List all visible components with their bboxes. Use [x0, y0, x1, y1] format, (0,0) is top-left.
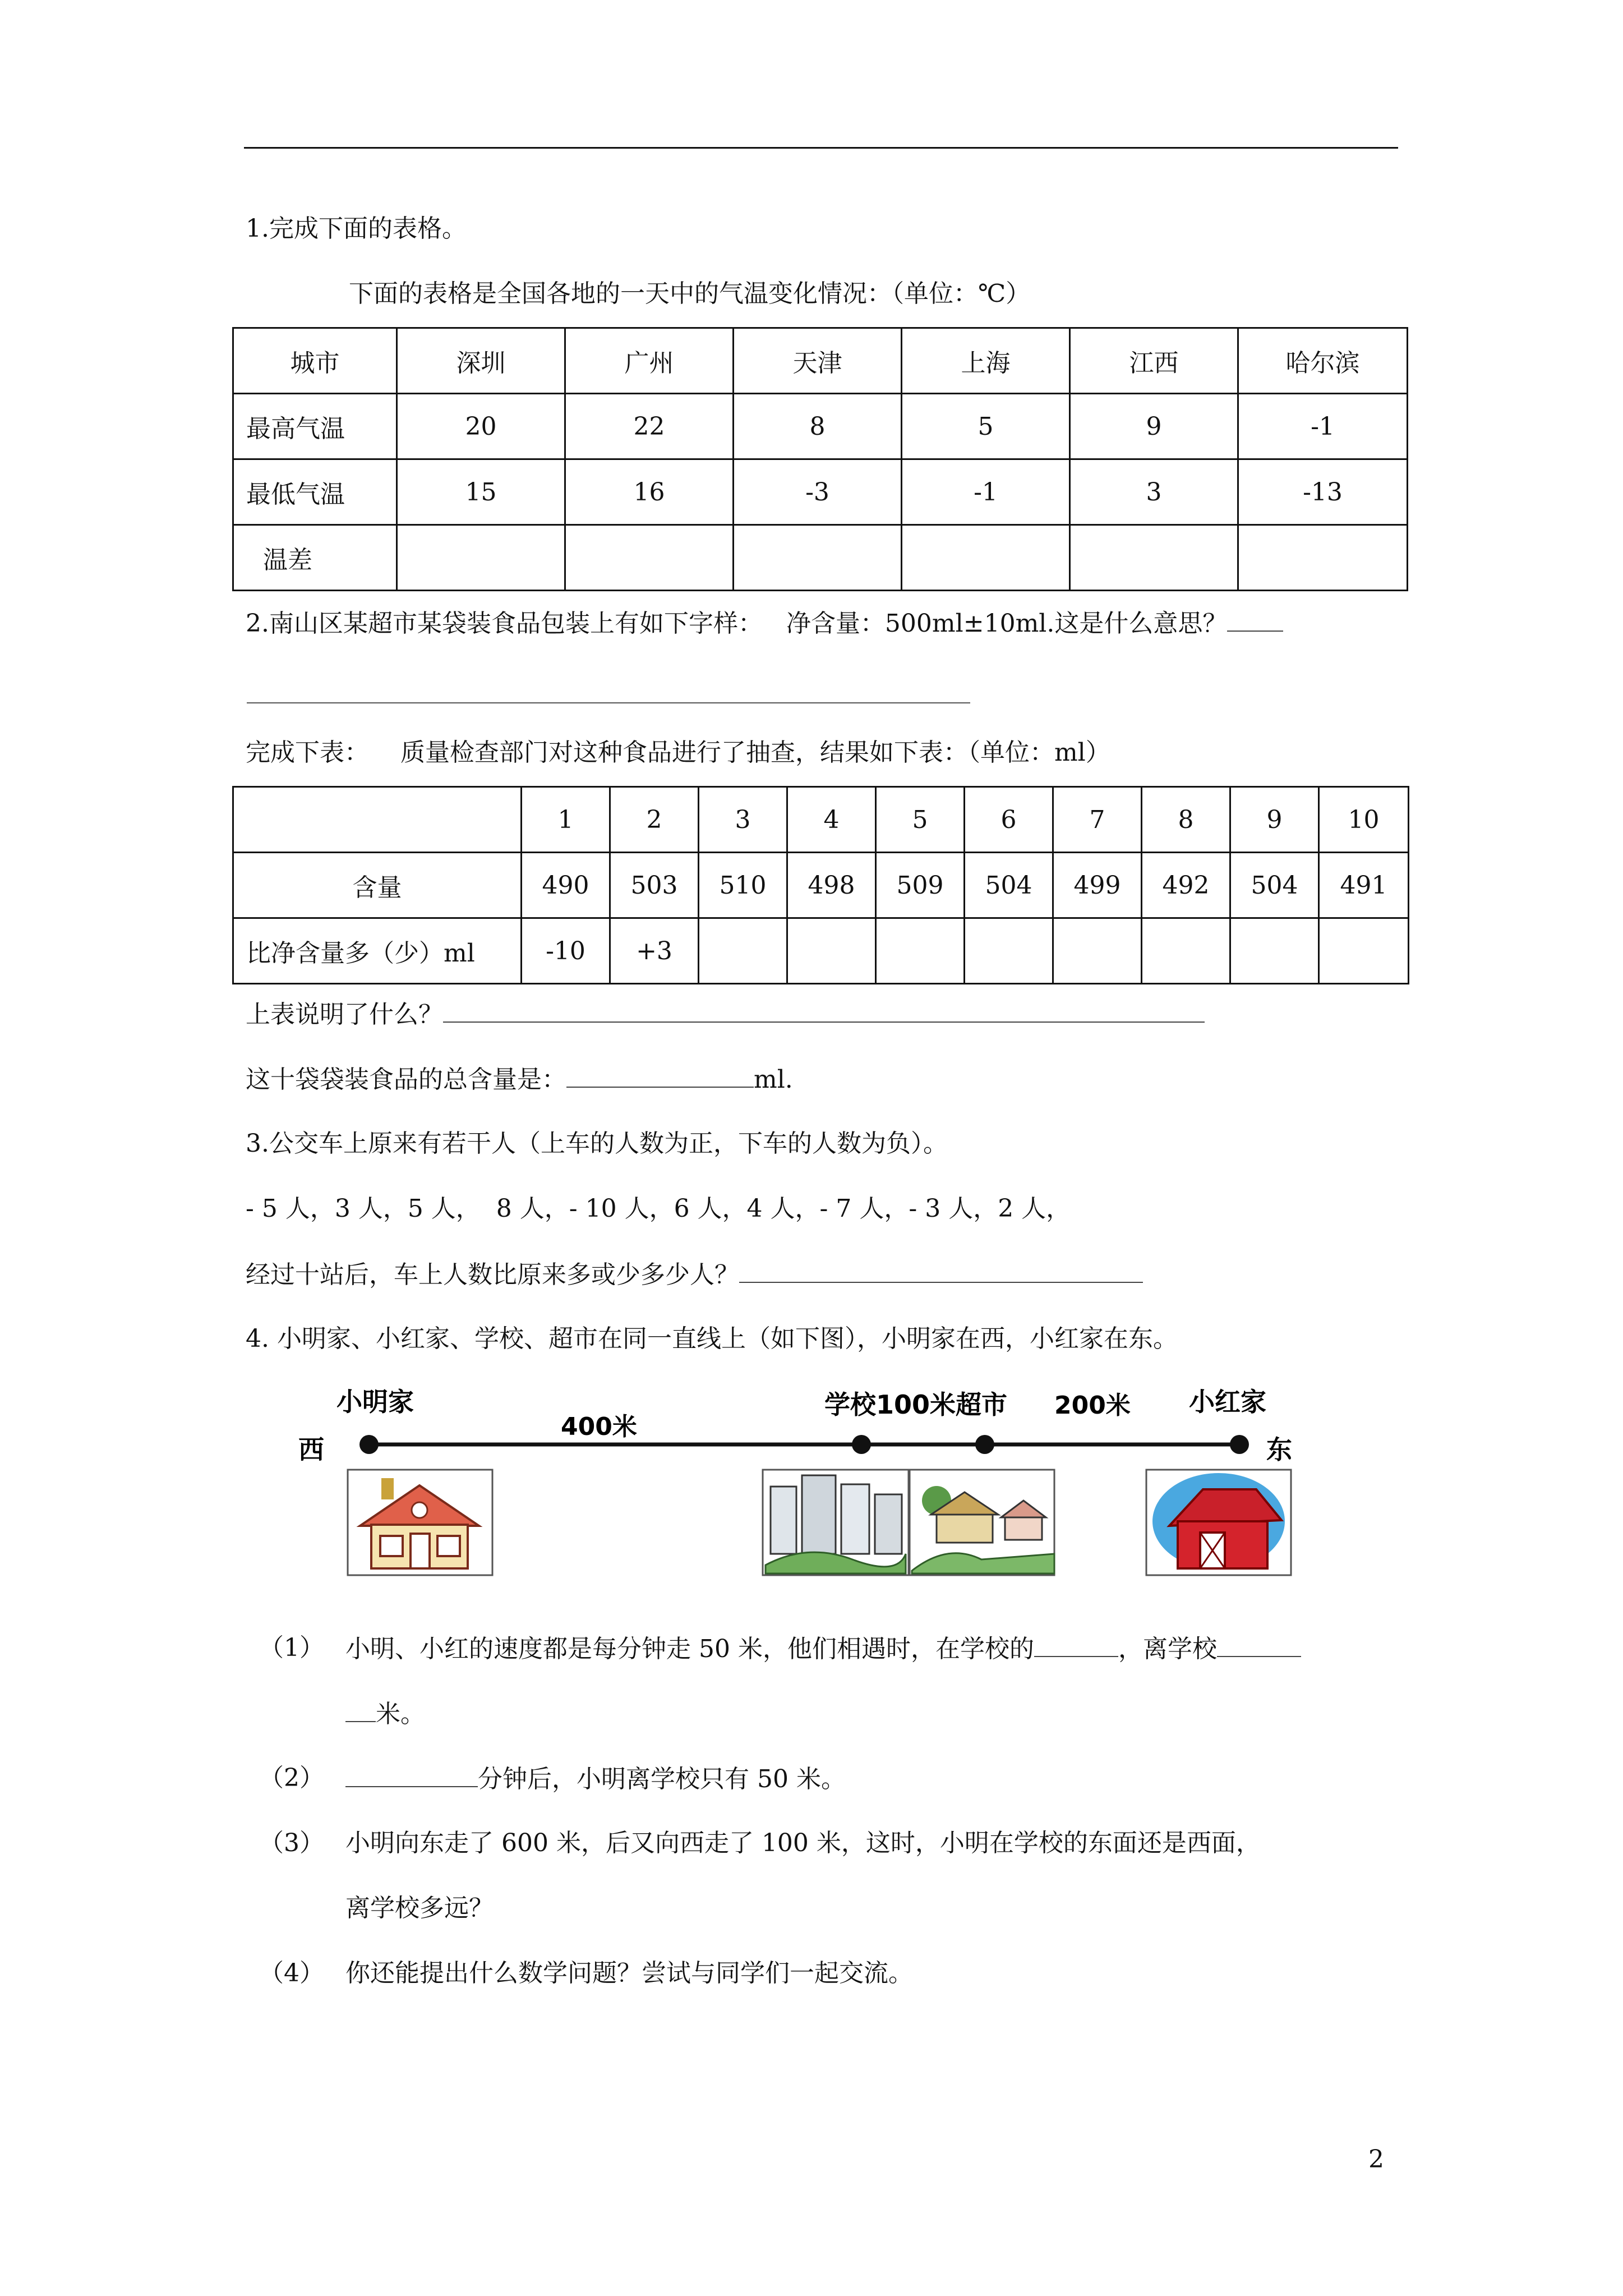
market-houses-icon	[910, 1470, 1054, 1575]
table-cell: -3	[734, 459, 902, 525]
q2-line1	[246, 606, 1283, 641]
table-header-row	[233, 787, 1409, 853]
answer-blank[interactable]	[1217, 1631, 1301, 1657]
q2-meaning-question: 上表说明了什么？	[246, 1000, 443, 1029]
table-cell: 8	[734, 394, 902, 459]
table-header	[233, 787, 522, 853]
answer-cell[interactable]	[1070, 525, 1238, 591]
q4-title: 4. 小明家、小红家、学校、超市在同一直线上（如下图），小明家在西，小红家在东。	[246, 1324, 1178, 1353]
answer-line[interactable]	[247, 702, 970, 703]
answer-cell[interactable]	[876, 918, 965, 984]
table-row	[233, 918, 1409, 984]
table-cell: 490	[522, 853, 610, 918]
table-header: 4	[787, 787, 876, 853]
answer-blank[interactable]	[345, 1696, 376, 1722]
table-row	[233, 394, 1408, 459]
table-header: 天津	[734, 328, 902, 394]
table-header: 城市	[233, 328, 397, 394]
table-cell: 492	[1142, 853, 1230, 918]
sampling-table	[232, 786, 1409, 984]
row-label: 含量	[233, 853, 522, 918]
east-label: 东	[1266, 1434, 1292, 1465]
table-header: 10	[1319, 787, 1409, 853]
table-cell: 503	[610, 853, 699, 918]
q2-total-prefix: 这十袋袋装食品的总含量是：	[246, 1065, 566, 1094]
school-market-label: 学校100米超市	[824, 1389, 1008, 1420]
answer-cell[interactable]	[902, 525, 1070, 591]
q2-total-suffix: ml.	[754, 1065, 793, 1094]
q4-item4-num: （4）	[259, 1959, 324, 1987]
q1-intro: 下面的表格是全国各地的一天中的气温变化情况：（单位：℃）	[349, 279, 1031, 308]
distance-400-label: 400米	[561, 1412, 637, 1441]
answer-cell[interactable]	[1142, 918, 1230, 984]
market-point	[975, 1435, 994, 1454]
table-header: 9	[1230, 787, 1319, 853]
answer-blank[interactable]	[1034, 1631, 1118, 1657]
q3-title: 3.公交车上原来有若干人（上车的人数为正，下车的人数为负）。	[246, 1129, 948, 1158]
west-label: 西	[298, 1434, 324, 1465]
school-point	[852, 1435, 871, 1454]
q1-title: 1.完成下面的表格。	[246, 214, 467, 243]
answer-cell[interactable]	[1238, 525, 1408, 591]
table-cell: 504	[965, 853, 1053, 918]
table-row	[233, 459, 1408, 525]
row-label: 比净含量多（少）ml	[233, 918, 522, 984]
answer-cell[interactable]	[699, 918, 787, 984]
table-header: 江西	[1070, 328, 1238, 394]
table-cell: -1	[902, 459, 1070, 525]
q4-item1-text-a: 小明、小红的速度都是每分钟走 50 米，他们相遇时，在学校的	[345, 1635, 1034, 1663]
table-header: 上海	[902, 328, 1070, 394]
table-cell: 20	[397, 394, 565, 459]
table-cell: 9	[1070, 394, 1238, 459]
table-row	[233, 525, 1408, 591]
xiaohong-home-label: 小红家	[1189, 1387, 1266, 1417]
q3-question: 经过十站后，车上人数比原来多或少多少人？	[246, 1260, 739, 1289]
table-cell: 510	[699, 853, 787, 918]
q4-item2-text: 分钟后，小明离学校只有 50 米。	[478, 1765, 846, 1793]
answer-cell[interactable]	[565, 525, 734, 591]
q3-sequence: - 5 人，3 人，5 人， 8 人，- 10 人，6 人，4 人，- 7 人，- 3 人，2 人，	[246, 1194, 1071, 1223]
header-rule	[244, 147, 1398, 149]
table-header: 7	[1053, 787, 1142, 853]
xiaohong-home-point	[1230, 1435, 1249, 1454]
table-cell: 3	[1070, 459, 1238, 525]
table-header: 深圳	[397, 328, 565, 394]
answer-cell[interactable]	[734, 525, 902, 591]
table-cell: 22	[565, 394, 734, 459]
row-label: 温差	[233, 525, 397, 591]
table-header: 1	[522, 787, 610, 853]
table-cell: 5	[902, 394, 1070, 459]
q3-question-line	[246, 1257, 1143, 1292]
table-cell: -1	[1238, 394, 1408, 459]
position-diagram	[292, 1374, 1335, 1582]
answer-cell[interactable]	[1319, 918, 1409, 984]
table-cell: 498	[787, 853, 876, 918]
q4-item1-cont	[345, 1696, 425, 1731]
table-header: 哈尔滨	[1238, 328, 1408, 394]
answer-blank[interactable]	[566, 1062, 754, 1088]
answer-blank[interactable]	[739, 1257, 1143, 1283]
table-header: 6	[965, 787, 1053, 853]
table-cell: 16	[565, 459, 734, 525]
table-cell: 491	[1319, 853, 1409, 918]
q4-item2-num: （2）	[259, 1764, 324, 1792]
answer-cell[interactable]	[1230, 918, 1319, 984]
temperature-table	[232, 327, 1408, 591]
q4-item4-text: 你还能提出什么数学问题？尝试与同学们一起交流。	[345, 1959, 913, 1987]
q4-item1-num: （1）	[259, 1634, 324, 1662]
xiaoming-house-icon	[348, 1470, 492, 1575]
q2-intro: 完成下表： 质量检查部门对这种食品进行了抽查，结果如下表：（单位：ml）	[246, 738, 1110, 767]
q4-item1-line	[345, 1631, 1301, 1666]
distance-200-label: 200米	[1054, 1391, 1131, 1420]
answer-cell[interactable]	[965, 918, 1053, 984]
q4-item1-text-b: ，离学校	[1118, 1635, 1217, 1663]
answer-cell[interactable]	[397, 525, 565, 591]
q2-total-line	[246, 1062, 793, 1097]
table-header: 3	[699, 787, 787, 853]
table-cell: 499	[1053, 853, 1142, 918]
answer-blank[interactable]	[443, 997, 1205, 1023]
q4-item3-num: （3）	[259, 1829, 324, 1857]
page-number: 2	[1368, 2145, 1384, 2174]
table-header: 8	[1142, 787, 1230, 853]
answer-cell[interactable]	[1053, 918, 1142, 984]
table-row	[233, 853, 1409, 918]
table-cell: 509	[876, 853, 965, 918]
q4-item2-line	[345, 1761, 846, 1796]
q2-question-text: 2.南山区某超市某袋装食品包装上有如下字样： 净含量：500ml±10ml.这是什么意思？	[246, 609, 1228, 638]
row-label: 最低气温	[233, 459, 397, 525]
xiaoming-home-point	[359, 1435, 379, 1454]
table-header: 2	[610, 787, 699, 853]
school-buildings-icon	[763, 1470, 909, 1575]
q4-item3-text: 小明向东走了 600 米，后又向西走了 100 米，这时，小明在学校的东面还是西面，	[345, 1829, 1261, 1857]
q4-item1-text-c: 米。	[376, 1700, 425, 1728]
table-header-row	[233, 328, 1408, 394]
xiaoming-home-label: 小明家	[336, 1387, 414, 1417]
table-header: 广州	[565, 328, 734, 394]
answer-blank[interactable]	[345, 1761, 478, 1787]
answer-blank[interactable]	[1227, 606, 1283, 632]
table-cell: -10	[522, 918, 610, 984]
answer-cell[interactable]	[787, 918, 876, 984]
table-cell: 15	[397, 459, 565, 525]
table-cell: 504	[1230, 853, 1319, 918]
table-cell: -13	[1238, 459, 1408, 525]
table-header: 5	[876, 787, 965, 853]
q2-meaning-line	[246, 997, 1205, 1032]
q4-item3-text2: 离学校多远？	[345, 1894, 494, 1922]
row-label: 最高气温	[233, 394, 397, 459]
xiaohong-barn-icon	[1146, 1470, 1291, 1575]
table-cell: +3	[610, 918, 699, 984]
